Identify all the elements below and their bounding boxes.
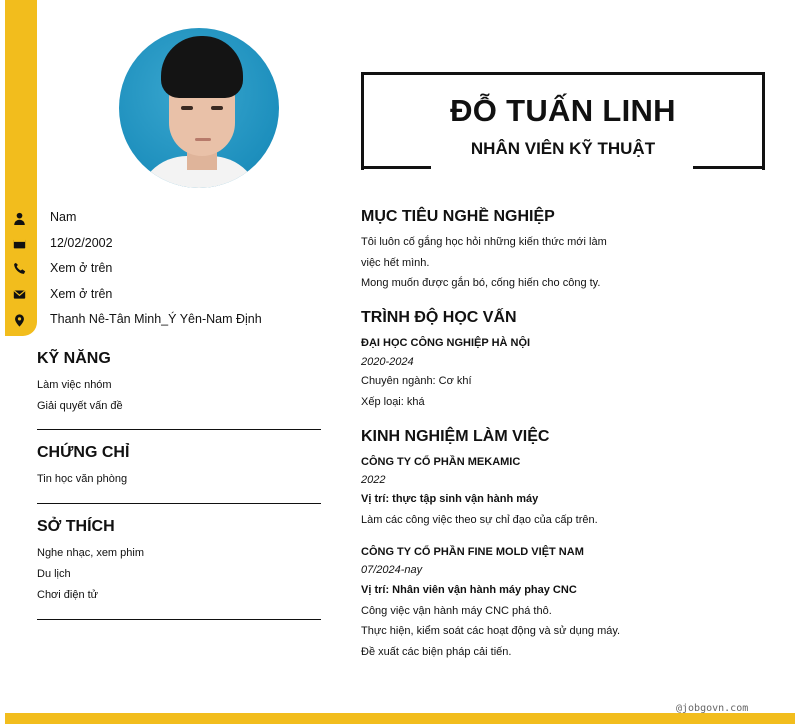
accent-sidebar-bar [5, 0, 37, 336]
address-text: Thanh Nê-Tân Minh_Ý Yên-Nam Định [50, 312, 262, 326]
job-position: Vị trí: thực tập sinh vận hành máy [361, 493, 539, 505]
profile-photo [119, 28, 279, 188]
objective-heading: MỤC TIÊU NGHỀ NGHIỆP [361, 208, 555, 225]
skills-heading: KỸ NĂNG [37, 350, 111, 367]
person-icon [12, 211, 26, 225]
experience-heading: KINH NGHIỆM LÀM VIỆC [361, 428, 550, 445]
calendar-icon [12, 236, 26, 250]
phone-icon [12, 261, 26, 275]
divider [37, 619, 321, 620]
mail-icon [12, 287, 26, 301]
watermark-text: @jobgovn.com [676, 703, 749, 714]
candidate-job-title: NHÂN VIÊN KỸ THUẬT [470, 139, 656, 158]
certificates-heading: CHỨNG CHỈ [37, 444, 130, 461]
divider [37, 429, 321, 430]
hobby-item: Chơi điện tử [37, 589, 99, 601]
skill-item: Làm việc nhóm [37, 379, 112, 391]
skill-item: Giải quyết vấn đề [37, 400, 123, 412]
education-rank: Xếp loại: khá [361, 396, 425, 408]
job-period: 2022 [361, 474, 386, 486]
certificate-item: Tin học văn phòng [37, 473, 128, 485]
job-description-line: Công việc vận hành máy CNC phá thô. [361, 605, 552, 617]
objective-line: Tôi luôn cố gắng học hỏi những kiến thức mới làm [361, 236, 607, 248]
objective-line: việc hết mình. [361, 257, 430, 269]
hobbies-heading: SỞ THÍCH [37, 518, 115, 535]
phone-text: Xem ở trên [50, 261, 113, 275]
email-text: Xem ở trên [50, 287, 113, 301]
divider [37, 503, 321, 504]
company-name: CÔNG TY CỔ PHẦN MEKAMIC [361, 456, 521, 468]
job-description-line: Thực hiện, kiểm soát các hoạt động và sử dụng máy. [361, 625, 621, 637]
accent-footer-bar [5, 713, 795, 724]
name-frame-corner-left [361, 166, 431, 169]
location-icon [12, 313, 26, 327]
school-name: ĐẠI HỌC CÔNG NGHIỆP HÀ NỘI [361, 337, 531, 349]
company-name: CÔNG TY CỔ PHẦN FINE MOLD VIỆT NAM [361, 546, 584, 558]
hobby-item: Du lịch [37, 568, 71, 580]
gender-text: Nam [50, 210, 77, 224]
job-description-line: Đề xuất các biện pháp cải tiến. [361, 646, 512, 658]
education-major: Chuyên ngành: Cơ khí [361, 375, 472, 387]
candidate-name: ĐỖ TUẤN LINH [450, 93, 676, 128]
education-period: 2020-2024 [361, 356, 414, 368]
birthdate-text: 12/02/2002 [50, 236, 113, 250]
job-description-line: Làm các công việc theo sự chỉ đạo của cấp trên. [361, 514, 598, 526]
job-position: Vị trí: Nhân viên vận hành máy phay CNC [361, 584, 577, 596]
objective-line: Mong muốn được gắn bó, cống hiến cho công ty. [361, 277, 601, 289]
name-frame-corner-right [693, 166, 763, 169]
job-period: 07/2024-nay [361, 564, 423, 576]
hobby-item: Nghe nhạc, xem phim [37, 547, 144, 559]
education-heading: TRÌNH ĐỘ HỌC VẤN [361, 309, 517, 326]
